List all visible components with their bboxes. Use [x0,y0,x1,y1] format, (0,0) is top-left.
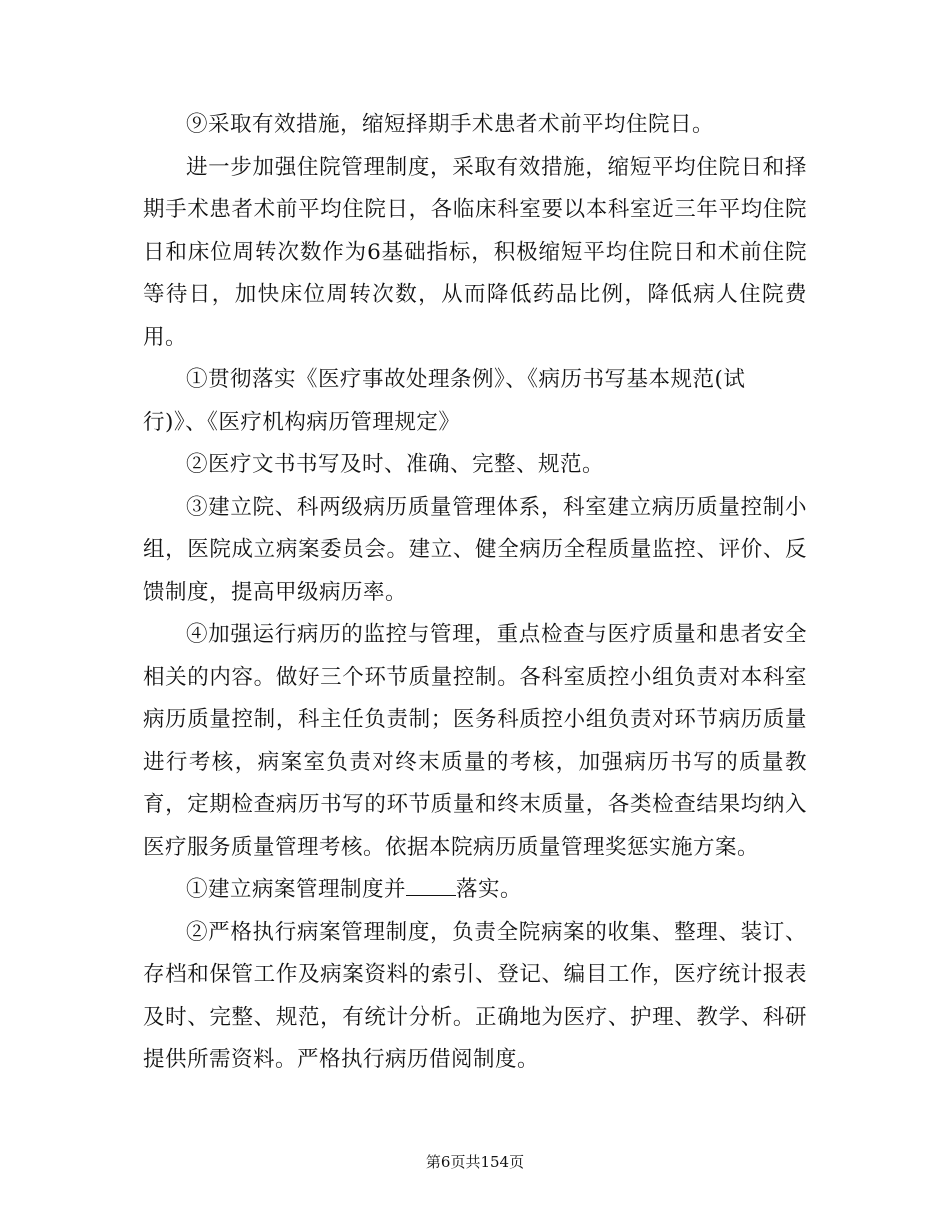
paragraph-item-2-case-execution: ②严格执行病案管理制度，负责全院病案的收集、整理、装订、存档和保管工作及病案资料的索引、登记、编目工作，医疗统计报表及时、完整、规范，有统计分析。正确地为医疗、护理、教学、科研提供所需资料。严格执行病历借阅制度。 [143,919,807,1072]
document-body [143,104,807,1082]
paragraph-item-2-writing: ②医疗文书书写及时、准确、完整、规范。 [186,452,605,477]
paragraph-item-3-quality-system: ③建立院、科两级病历质量管理体系，科室建立病历质量控制小组，医院成立病案委员会。建立、健全病历全程质量监控、评价、反馈制度，提高甲级病历率。 [143,494,807,605]
paragraph-item-1-regulations: ①贯彻落实《医疗事故处理条例》、《病历书写基本规范(试行)》、《医疗机构病历管理规定》 [143,367,746,435]
fill-blank [406,875,456,896]
paragraph-inpatient-management: 进一步加强住院管理制度，采取有效措施，缩短平均住院日和择期手术患者术前平均住院日，各临床科室要以本科室近三年平均住院日和床位周转次数作为6基础指标，积极缩短平均住院日和术前住院等待日，加快床位周转次数，从而降低药品比例，降低病人住院费用。 [143,154,807,350]
paragraph-item-9: ⑨采取有效措施，缩短择期手术患者术前平均住院日。 [186,112,715,137]
fill-text-after: 落实。 [456,877,523,902]
paragraph-item-4-monitoring: ④加强运行病历的监控与管理，重点检查与医疗质量和患者安全相关的内容。做好三个环节质量控制。各科室质控小组负责对本科室病历质量控制，科主任负责制；医务科质控小组负责对环节病历质量进行考核，病案室负责对终末质量的考核，加强病历书写的质量教育，定期检查病历书写的环节质量和终末质量，各类检查结果均纳入医疗服务质量管理考核。依据本院病历质量管理奖惩实施方案。 [143,622,807,860]
page-number-footer: 第6页共154页 [425,1153,525,1171]
fill-text-before: ①建立病案管理制度并 [186,877,407,902]
paragraph-item-1-case-management [143,869,807,912]
